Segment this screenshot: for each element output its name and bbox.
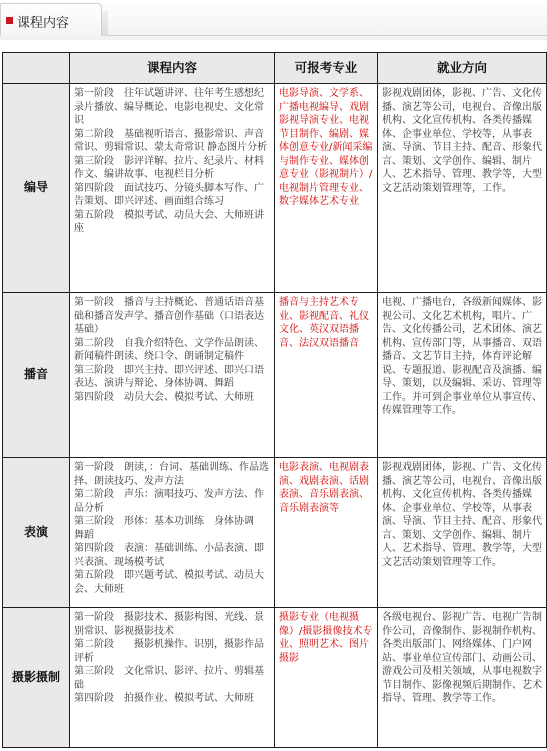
stage-text: 第一阶段 朗读，：台词、基础训练、作品选择、朗读技巧、发声方法 [74, 462, 269, 487]
course-content-cell [70, 293, 275, 458]
table-row-acting [3, 458, 547, 608]
career-cell: 影视戏剧团体，影视、广告、文化传播、演艺等公司，电视台、音像出版机构、文化宣传机构、各类传播媒体、企事业单位、学校等，从事表演、导演、节目主持、配音、形象代言、策划、文学创作、编辑、制片人、艺术指导、管理、教学等，大型文艺活动策划管理等，工作。 [378, 84, 547, 293]
tab-gap-decoration [102, 11, 108, 36]
stage-text: 第三阶段 影评详解、拉片、纪录片、材料作文、编讲故事、电视栏目分析 [74, 155, 264, 180]
stage-text: 第三阶段 形体：基本功训练 身体协调 舞蹈 [74, 516, 264, 541]
section-tab-bar [0, 0, 547, 40]
header-course-content: 课程内容 [70, 53, 275, 84]
table-row-directing [3, 84, 547, 293]
exam-majors-cell: 电影导演、文学系、广播电视编导、戏剧影视导演专业、电视节目制作、编剧、媒体创意专业/新闻采编与制作专业、媒体创意专业（影视制片）/电视制片管理专业、数字媒体艺术专业 [275, 84, 378, 293]
stage-text: 第三阶段 即兴主持、即兴评述、即兴口语表达、演讲与辩论、身体协调、舞蹈 [74, 364, 264, 389]
course-content-cell [70, 608, 275, 748]
table-header-row [3, 53, 547, 84]
career-cell: 电视、广播电台，各级新闻媒体、影视公司、文化艺术机构，唱片、广告、文化传播公司，艺术团体、演艺机构、宣传部门等，从事播音、双语播音、文艺节目主持，体育评论解说、专题报道、影视配音及演播、编导、策划，以及编辑、采访、管理等工作。并可到企事业单位从事宣传、传媒管理等工作。 [378, 293, 547, 458]
stage-text: 第一阶段 播音与主持概论、普通话语音基础和播音发声学、播音创作基础（口语表达基础） [74, 297, 264, 335]
tab-label: 课程内容 [17, 16, 70, 31]
stage-text: 第二阶段 自我介绍特色、文学作品朗读、新闻稿件朗读、绕口令、朗诵制定稿件 [74, 337, 264, 362]
row-name: 编导 [3, 84, 70, 293]
header-exam-majors: 可报考专业 [275, 53, 378, 84]
stage-text: 第五阶段 模拟考试、动员大会、大师班讲座 [74, 209, 264, 234]
table-row-broadcasting [3, 293, 547, 458]
exam-majors-cell: 播音与主持艺术专业、影视配音、礼仪文化、英汉双语播音、法汉双语播音 [275, 293, 378, 458]
header-corner [3, 53, 70, 84]
stage-text: 第四阶段 动员大会、模拟考试、大师班 [74, 391, 254, 403]
course-table [2, 52, 547, 748]
stage-text: 第四阶段 拍摄作业、模拟考试、大师班 [74, 693, 254, 704]
table-row-photography [3, 608, 547, 748]
stage-text: 第四阶段 表演：基础训练、小品表演、即兴表演、现场模考试 [74, 543, 264, 568]
stage-text: 第四阶段 面试技巧、分镜头脚本写作、广告策划、即兴评述、画面组合练习 [74, 182, 264, 207]
course-content-cell [70, 84, 275, 293]
course-content-cell [70, 458, 275, 608]
stage-text: 第二阶段 基础视听语言、摄影常识、声音常识、剪辑常识、蒙太奇常识 静态图片分析 [74, 128, 268, 153]
exam-majors-cell: 电影表演、电视剧表演、戏剧表演、话剧表演、音乐剧表演、音乐剧表演等 [275, 458, 378, 608]
row-name: 表演 [3, 458, 70, 608]
row-name: 播音 [3, 293, 70, 458]
career-cell: 各级电视台、影视广告、电视广告制作公司，音像制作、影视制作机构、各类出版部门、网络媒体、门户网站、事业单位宣传部门、动画公司、游戏公司及相关领域，从事电视数字节目制作、影像视频后期制作、艺术指导、管理、教学等工作。 [378, 608, 547, 748]
stage-text: 第二阶段 摄影机操作、识别，摄影作品评析 [74, 639, 264, 664]
row-name: 摄影摄制 [3, 608, 70, 748]
stage-text: 第一阶段 摄影技术、摄影构图、光线、景别常识、影视摄影技术 [74, 612, 264, 637]
stage-text: 第二阶段 声乐：演唱技巧、发声方法、作品分析 [74, 489, 264, 514]
career-cell: 影视戏剧团体，影视、广告、文化传播、演艺等公司，电视台、音像出版机构、文化宣传机构、各类传播媒体、企事业单位、学校等，从事表演、导演、节目主持、配音、形象代言、策划、文学创作、编辑、制片人、艺术指导、管理、教学等，大型文艺活动策划管理等工作。 [378, 458, 547, 608]
exam-majors-cell: 摄影专业（电视摄像）/摄影摄像技术专业、照明艺术、图片摄影 [275, 608, 378, 748]
stage-text: 第一阶段 往年试题讲评、往年考生感想纪录片播放、编导概论、电影电视史、文化常识 [74, 88, 264, 126]
header-career: 就业方向 [378, 53, 547, 84]
tab-course-content[interactable] [0, 3, 102, 36]
stage-text: 第三阶段 文化常识、影评、拉片、剪辑基础 [74, 666, 264, 691]
stage-text: 第五阶段 即兴题考试、模拟考试、动员大会、大师班 [74, 570, 264, 595]
square-bullet-icon [6, 17, 13, 24]
